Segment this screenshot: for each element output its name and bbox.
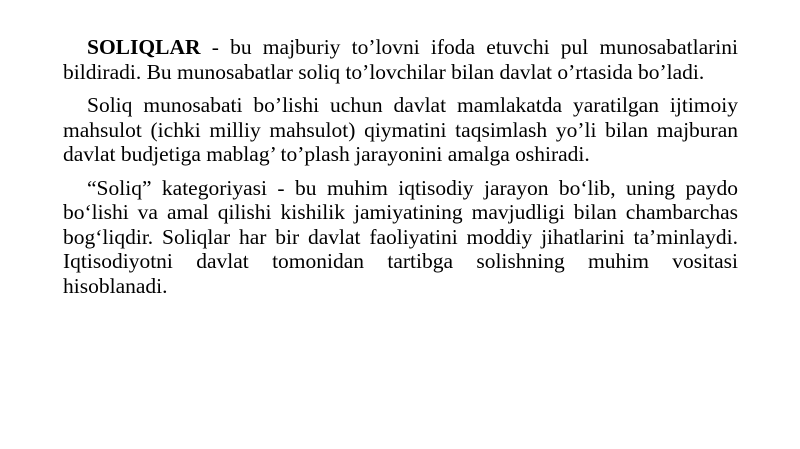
paragraph-definition: [63, 35, 738, 84]
paragraph-definition-text: - bu majburiy to’lovni ifoda etuvchi pul munosabatlarini bildiradi. Bu munosabatlar soliq to’lovchilar bilan davlat o’rtasida bo’ladi.: [63, 35, 738, 84]
term-soliqlar: SOLIQLAR: [87, 35, 201, 59]
slide-body: [63, 35, 738, 307]
paragraph-category-text: “Soliq” kategoriyasi - bu muhim iqtisodiy jarayon bo‘lib, uning paydo bo‘lishi va amal qilishi kishilik jamiyatining mavjudligi bilan chambarchas bog‘liqdir. Soliqlar har bir davlat faoliyatini moddiy jihatlarini ta’minlaydi. Iqtisodiyotni davlat tomonidan tartibga solishning muhim vositasi hisoblanadi.: [63, 175, 738, 298]
paragraph-relation: [63, 93, 738, 167]
paragraph-category: [63, 176, 738, 299]
paragraph-relation-text: Soliq munosabati bo’lishi uchun davlat mamlakatda yaratilgan ijtimoiy mahsulot (ichki milliy mahsulot) qiymatini taqsimlash yo’li bilan majburan davlat budjetiga mablag’ to’plash jarayonini amalga oshiradi.: [63, 93, 738, 166]
